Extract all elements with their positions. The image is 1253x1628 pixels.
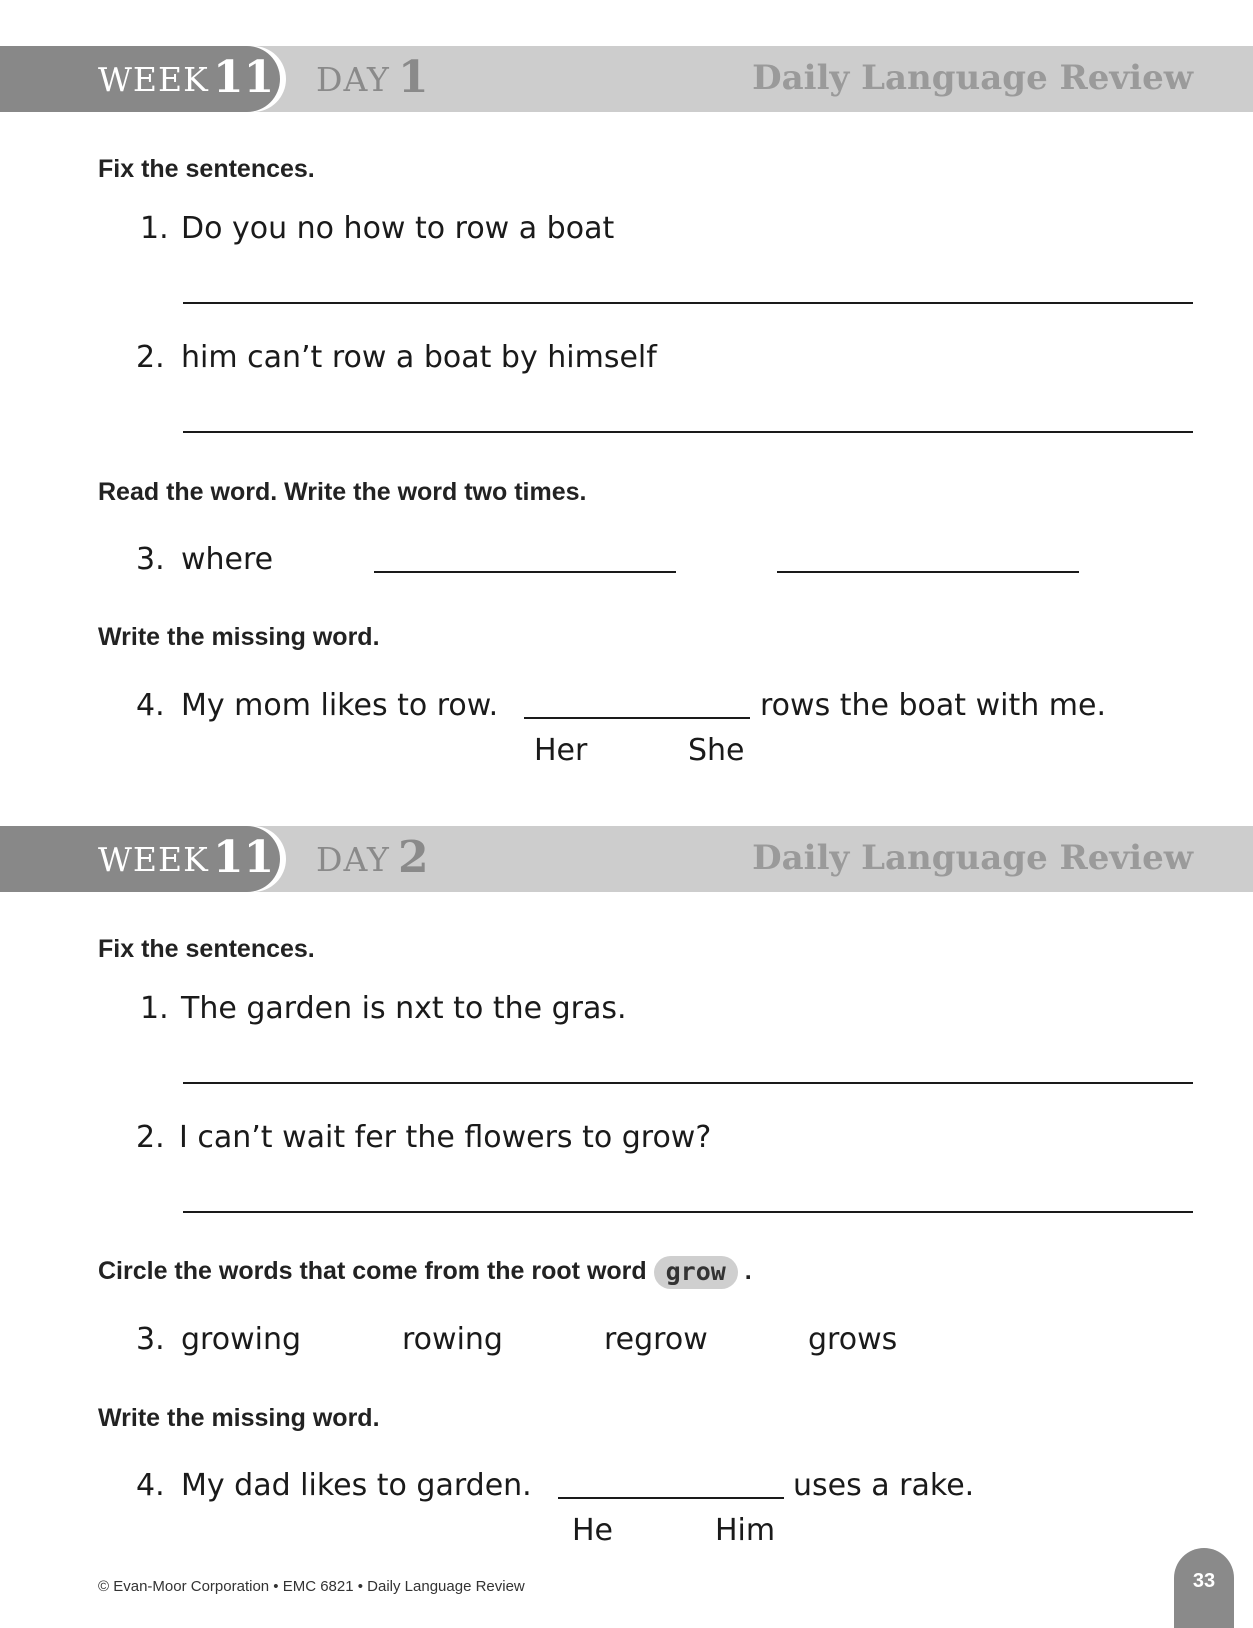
review-title: Daily Language Review: [752, 58, 1193, 98]
root-word-badge: grow: [654, 1256, 738, 1289]
option-word[interactable]: Her: [534, 733, 588, 768]
answer-line[interactable]: [183, 1082, 1193, 1084]
circle-word-option[interactable]: regrow: [604, 1322, 708, 1357]
write-line-2[interactable]: [777, 571, 1079, 573]
missing-instruction: Write the missing word.: [98, 623, 380, 651]
option-word[interactable]: She: [688, 733, 745, 768]
review-title: Daily Language Review: [752, 838, 1193, 878]
sentence-after: rows the boat with me.: [760, 688, 1106, 723]
circle-word-option[interactable]: growing: [181, 1322, 301, 1357]
week-label: WEEK: [98, 60, 209, 99]
spelling-word: where: [181, 542, 274, 577]
write-line-1[interactable]: [374, 571, 676, 573]
week-number: 11: [213, 832, 275, 883]
circle-word-option[interactable]: rowing: [402, 1322, 503, 1357]
week-number: 11: [213, 52, 275, 103]
sentence-text: The garden is nxt to the gras.: [181, 991, 627, 1026]
sentence-text: him can’t row a boat by himself: [181, 340, 657, 375]
sentence-after: uses a rake.: [793, 1468, 975, 1503]
page-number: 33: [1192, 1570, 1216, 1592]
week-label: WEEK: [98, 840, 209, 879]
circle-instruction: [98, 1256, 752, 1289]
item-number: 3.: [136, 1322, 165, 1357]
day1-header-banner: [0, 46, 1253, 112]
day-label: DAY: [316, 840, 390, 879]
option-word[interactable]: Him: [715, 1513, 776, 1548]
sentence-before: My mom likes to row.: [181, 688, 499, 723]
page-number-tab: [1174, 1548, 1234, 1628]
day-number: 2: [398, 832, 429, 883]
day-label: DAY: [316, 60, 390, 99]
fix-instruction: Fix the sentences.: [98, 155, 315, 183]
sentence-text: Do you no how to row a boat: [181, 211, 615, 246]
circle-word-option[interactable]: grows: [808, 1322, 898, 1357]
day2-header-banner: [0, 826, 1253, 892]
missing-word-line[interactable]: [524, 717, 750, 719]
missing-word-line[interactable]: [558, 1497, 784, 1499]
item-number: 2.: [136, 1120, 165, 1155]
fix-instruction: Fix the sentences.: [98, 935, 315, 963]
item-number: 3.: [136, 542, 165, 577]
missing-instruction: Write the missing word.: [98, 1404, 380, 1432]
day-number: 1: [398, 52, 429, 103]
sentence-before: My dad likes to garden.: [181, 1468, 532, 1503]
item-number: 4.: [136, 1468, 165, 1503]
instruction-period: .: [744, 1257, 752, 1286]
item-number: 4.: [136, 688, 165, 723]
answer-line[interactable]: [183, 1211, 1193, 1213]
item-number: 1.: [140, 211, 169, 246]
item-number: 2.: [136, 340, 165, 375]
word-instruction: Read the word. Write the word two times.: [98, 478, 587, 506]
answer-line[interactable]: [183, 431, 1193, 433]
item-number: 1.: [140, 991, 169, 1026]
sentence-text: I can’t wait fer the flowers to grow?: [179, 1120, 712, 1155]
answer-line[interactable]: [183, 302, 1193, 304]
circle-instruction-text: Circle the words that come from the root word: [98, 1257, 647, 1286]
option-word[interactable]: He: [572, 1513, 614, 1548]
copyright-footer: © Evan-Moor Corporation • EMC 6821 • Daily Language Review: [98, 1578, 525, 1595]
